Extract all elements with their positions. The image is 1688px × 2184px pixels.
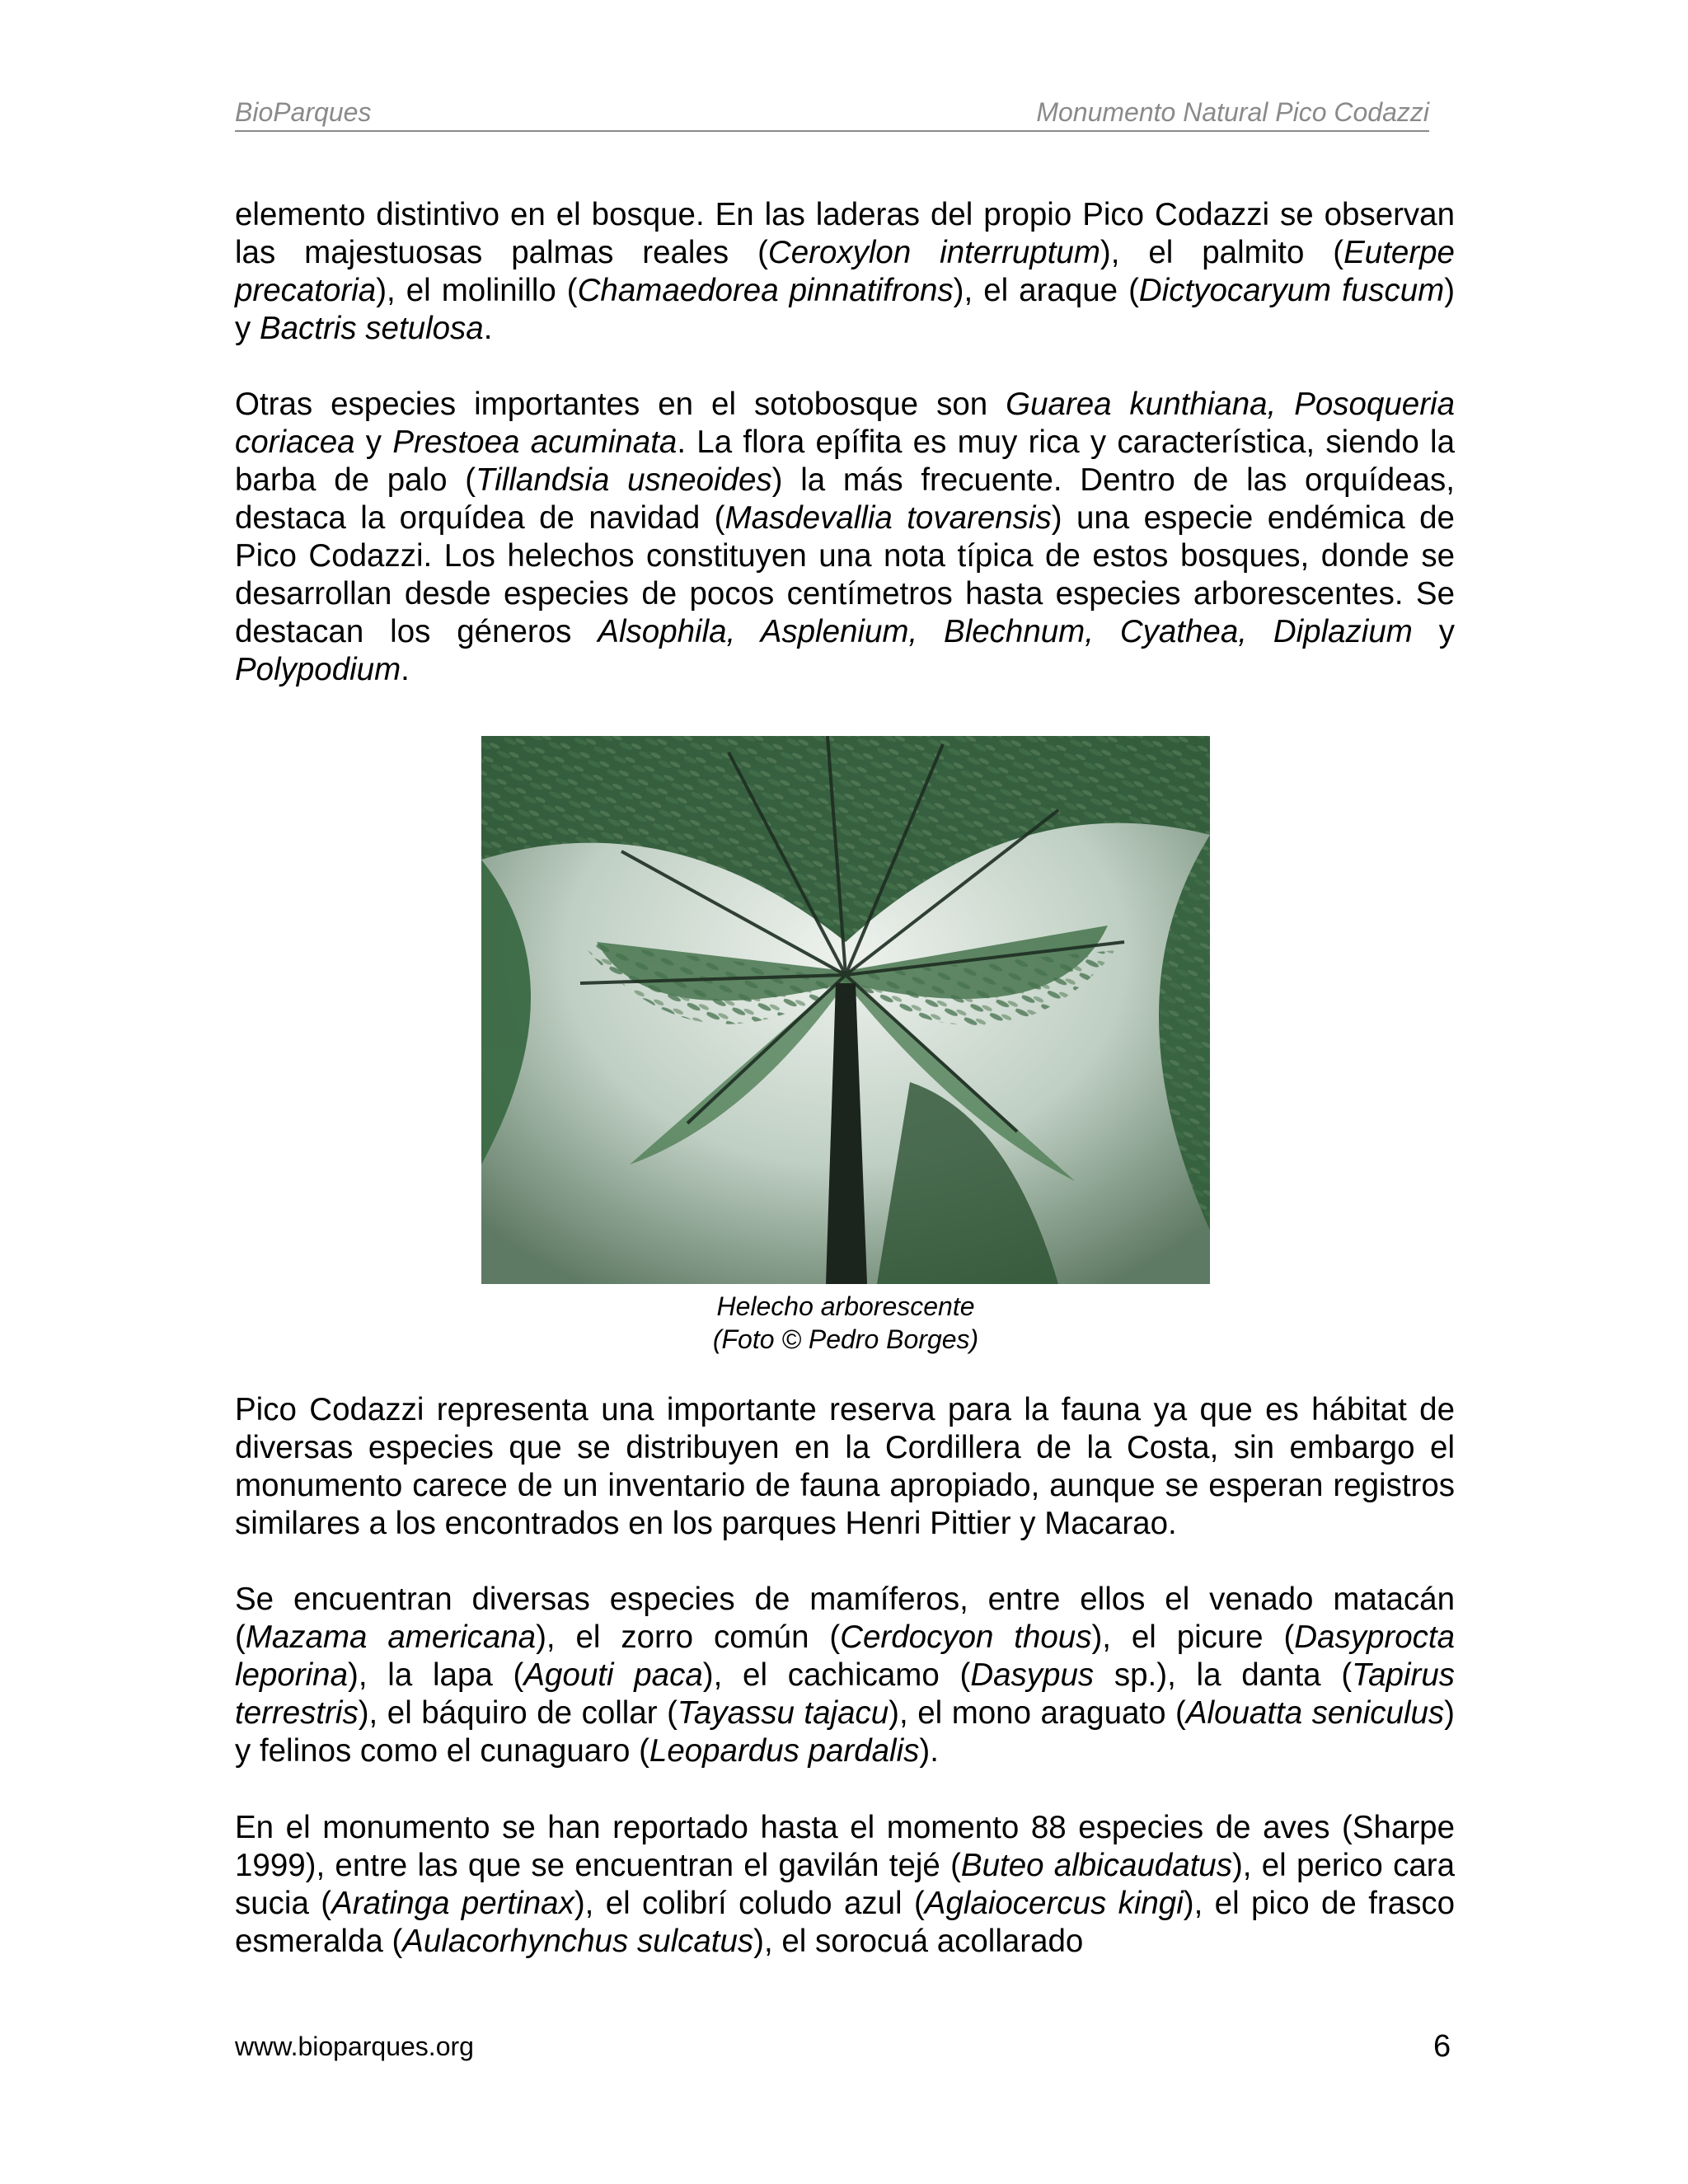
text-run: ), el mono araguato ( — [889, 1695, 1186, 1731]
footer-url: www.bioparques.org — [235, 2032, 474, 2061]
species-name: Cerdocyon thous — [840, 1619, 1092, 1655]
text-run: ), el picure ( — [1091, 1619, 1295, 1655]
text-run: ) una especie endémica de Pico Codazzi. Los helechos constituyen una nota típica de estos bosques, donde se desarrollan desde especies de pocos centímetros hasta especies arborescentes. Se destacan los géneros — [235, 500, 1455, 649]
species-name: Prestoea acuminata — [392, 424, 678, 460]
text-run: ), el molinillo ( — [376, 273, 578, 308]
species-name: Leopardus pardalis — [649, 1733, 920, 1769]
species-name: Bactris setulosa — [259, 311, 484, 346]
species-name: Aratinga pertinax — [331, 1886, 574, 1921]
header-left: BioParques — [235, 97, 372, 127]
species-name: Tapirus terrestris — [235, 1657, 1455, 1731]
text-run: ), el araque ( — [953, 273, 1139, 308]
text-run: Otras especies importantes en el sotobosque son — [235, 387, 1006, 422]
species-name: Masdevallia tovarensis — [724, 500, 1052, 536]
page-header — [235, 97, 1429, 132]
text-run: ), el perico cara sucia ( — [235, 1848, 1455, 1921]
text-run: ), el palmito ( — [1100, 235, 1344, 270]
species-name: Guarea kunthiana, Posoqueria coriacea — [235, 387, 1455, 460]
species-name: Ceroxylon interruptum — [767, 235, 1100, 270]
caption-line-1: Helecho arborescente — [716, 1291, 975, 1321]
paragraph — [235, 1581, 1455, 1770]
species-name: Dasyprocta leporina — [235, 1619, 1455, 1693]
text-run: . — [401, 652, 410, 687]
tree-fern-photo — [481, 736, 1210, 1284]
species-name: Agouti paca — [523, 1657, 703, 1693]
text-run: ) y felinos como el cunaguaro ( — [235, 1695, 1455, 1769]
paragraph — [235, 1809, 1455, 1961]
text-run: sp.), la danta ( — [1094, 1657, 1353, 1693]
text-run: . — [483, 311, 493, 346]
text-run: ), el pico de frasco esmeralda ( — [235, 1886, 1456, 1959]
text-run: ), la lapa ( — [348, 1657, 524, 1693]
header-right: Monumento Natural Pico Codazzi — [1036, 97, 1429, 127]
paragraph — [235, 1391, 1455, 1543]
species-name: Chamaedorea pinnatifrons — [577, 273, 954, 308]
species-name: Alouatta seniculus — [1185, 1695, 1445, 1731]
species-name: Aulacorhynchus sulcatus — [402, 1924, 754, 1959]
caption-line-2: (Foto © Pedro Borges) — [712, 1324, 979, 1354]
species-name: Aglaiocercus kingi — [924, 1886, 1184, 1921]
text-run: y — [1412, 614, 1455, 649]
text-run: Se encuentran diversas especies de mamíferos, entre ellos el venado matacán ( — [235, 1582, 1455, 1655]
species-name: Tayassu tajacu — [677, 1695, 889, 1731]
text-run: ), el cachicamo ( — [702, 1657, 971, 1693]
text-run: Pico Codazzi representa una importante reserva para la fauna ya que es hábitat de diversas especies que se distribuyen en la Cordillera de la Costa, sin embargo el monumento carece de un inventario de fauna apropiado, aunque se esperan registros similares a los encontrados en los parques Henri Pittier y Macarao. — [235, 1392, 1455, 1541]
species-name: Buteo albicaudatus — [960, 1848, 1232, 1883]
species-name: Dasypus — [970, 1657, 1095, 1693]
text-run: ). — [919, 1733, 939, 1769]
species-name: Mazama americana — [245, 1619, 537, 1655]
page-number: 6 — [1433, 2029, 1451, 2064]
paragraph — [235, 386, 1455, 689]
text-run: ), el zorro común ( — [536, 1619, 841, 1655]
text-run: ) la más frecuente. Dentro de las orquídeas, destaca la orquídea de navidad ( — [235, 462, 1455, 536]
text-run: . La flora epífita es muy rica y característica, siendo la barba de palo ( — [235, 424, 1456, 498]
text-run: ), el sorocuá acollarado — [753, 1924, 1084, 1959]
species-name: Tillandsia usneoides — [476, 462, 772, 498]
species-name: Dictyocaryum fuscum — [1138, 273, 1445, 308]
species-name: Alsophila, Asplenium, Blechnum, Cyathea, Diplazium — [598, 614, 1413, 649]
text-run: ), el báquiro de collar ( — [358, 1695, 678, 1731]
text-run: En el monumento se han reportado hasta el momento 88 especies de aves (Sharpe 1999), entre las que se encuentran el gavilán tejé ( — [235, 1810, 1455, 1883]
text-run: elemento distintivo en el bosque. En las laderas del propio Pico Codazzi se observan las majestuosas palmas reales ( — [235, 197, 1455, 270]
species-name: Euterpe precatoria — [235, 235, 1455, 308]
species-name: Polypodium — [235, 652, 401, 687]
paragraph — [235, 196, 1455, 348]
figure-caption — [481, 1290, 1210, 1356]
text-run: ) y — [235, 273, 1456, 346]
text-run: ), el colibrí coludo azul ( — [574, 1886, 925, 1921]
text-run: y — [354, 424, 393, 460]
